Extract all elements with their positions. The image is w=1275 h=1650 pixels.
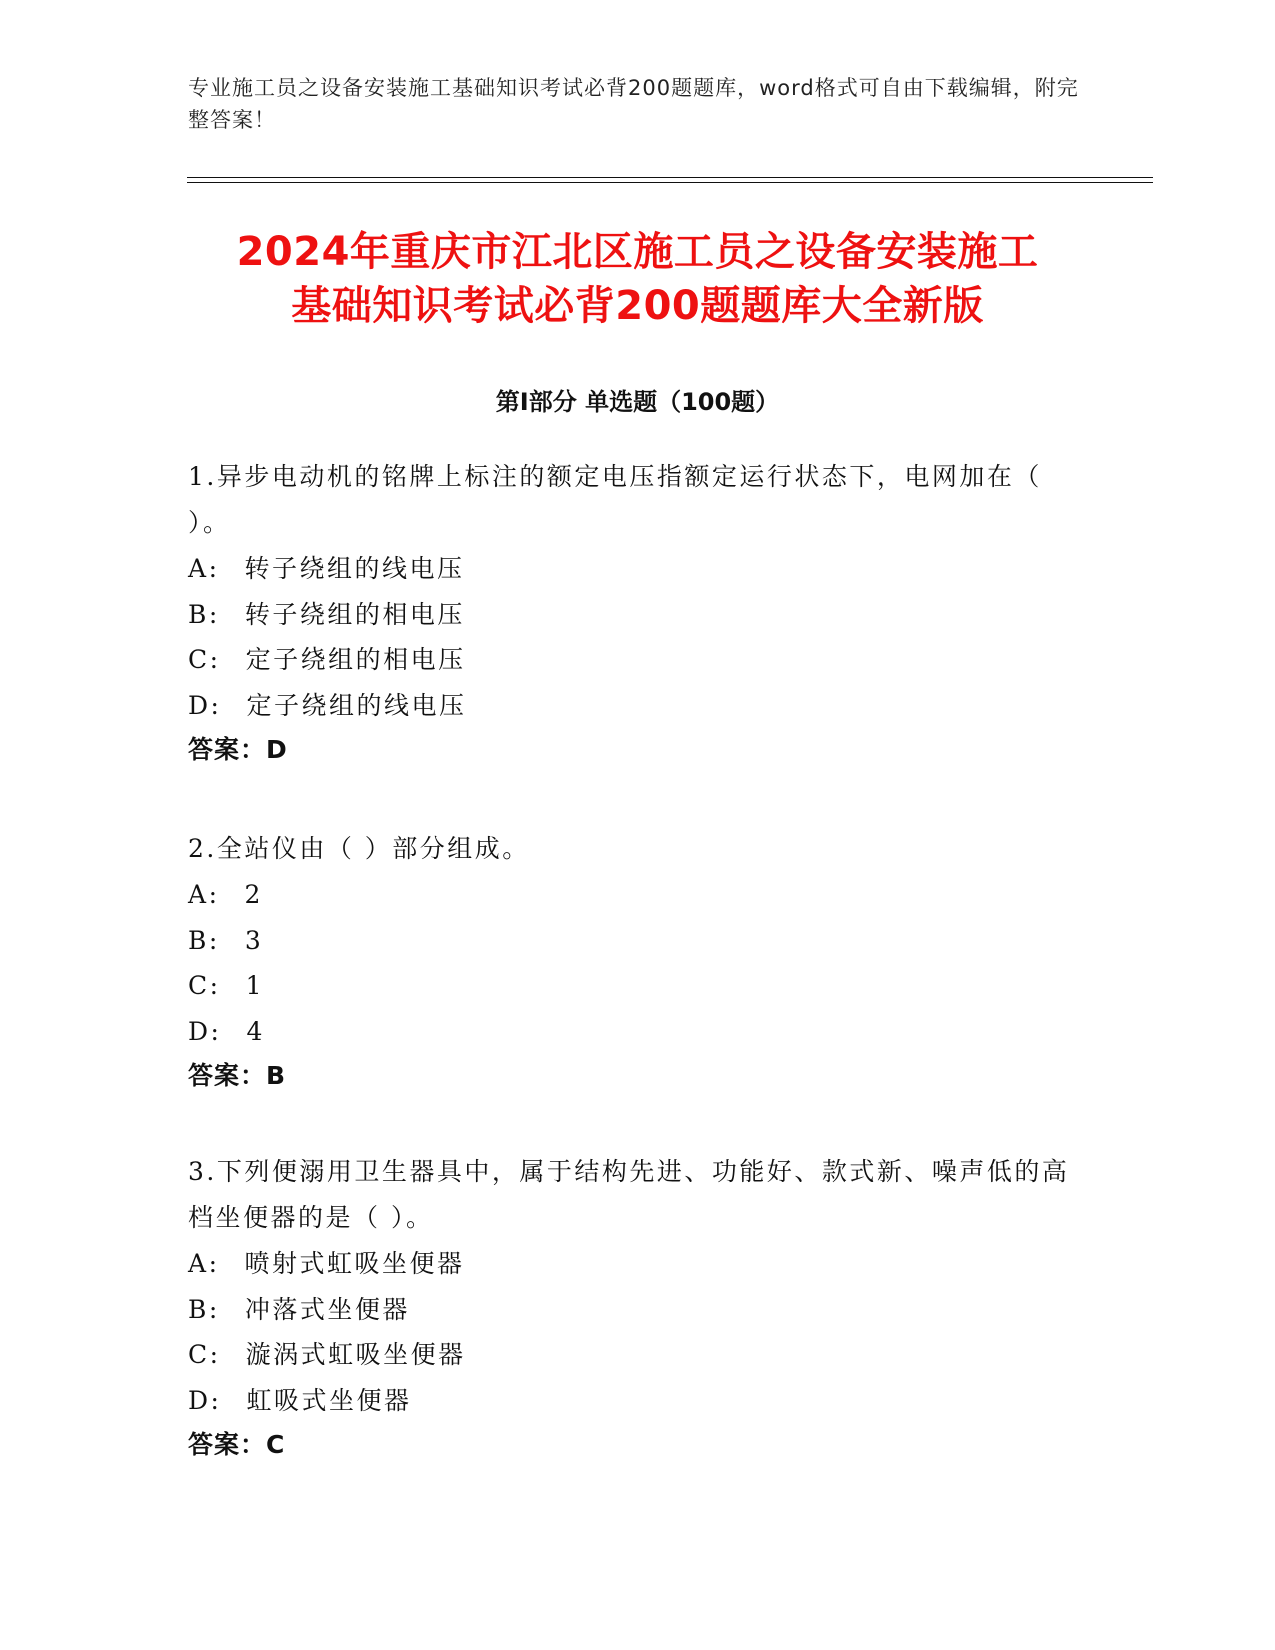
option-letter: B: [188, 599, 209, 629]
option-text: 虹吸式坐便器: [246, 1385, 412, 1415]
option-text: 定子绕组的相电压: [245, 645, 466, 674]
option-separator: :: [210, 690, 222, 720]
option-text: 喷射式虹吸坐便器: [244, 1249, 465, 1278]
option-separator: :: [209, 1340, 221, 1369]
option-letter: C: [188, 645, 210, 674]
option-letter: A: [188, 1249, 209, 1278]
option-separator: :: [209, 971, 221, 1000]
question-2: [188, 826, 1088, 1098]
option-text: 转子绕组的线电压: [244, 554, 465, 583]
question-stem: 2.全站仪由（ ）部分组成。: [188, 834, 530, 863]
option-separator: :: [209, 645, 221, 674]
document-header: 专业施工员之设备安装施工基础知识考试必背200题题库，word格式可自由下载编辑，附完整答案！: [188, 76, 1079, 132]
option-text: 2: [244, 880, 263, 909]
option-d: [188, 683, 1088, 729]
answer-line: 答案：B: [188, 1061, 287, 1090]
question-stem: 3.下列便溺用卫生器具中，属于结构先进、功能好、款式新、噪声低的高档坐便器的是（ ）。: [188, 1157, 1070, 1232]
option-separator: :: [210, 1016, 222, 1046]
header-rule-bottom: [187, 182, 1153, 183]
option-letter: C: [188, 1340, 210, 1369]
option-a: [188, 872, 1088, 918]
option-b: [188, 1287, 1088, 1333]
answer-line: 答案：C: [188, 1430, 286, 1459]
answer-line: 答案：D: [188, 735, 288, 764]
option-separator: :: [208, 1249, 220, 1278]
question-stem: 1.异步电动机的铭牌上标注的额定电压指额定运行状态下，电网加在（ ）。: [188, 462, 1042, 537]
option-text: 4: [246, 1016, 265, 1046]
option-c: [188, 637, 1088, 683]
option-letter: B: [188, 1294, 209, 1324]
section-heading: 第Ⅰ部分 单选题（100题）: [495, 388, 780, 416]
header-rule-top: [187, 177, 1153, 178]
option-text: 1: [245, 971, 264, 1000]
option-letter: D: [188, 1016, 211, 1046]
document-title: [150, 225, 1125, 333]
option-separator: :: [208, 880, 220, 909]
option-letter: A: [188, 554, 209, 583]
title-line-1: 2024年重庆市江北区施工员之设备安装施工: [236, 229, 1039, 275]
option-letter: D: [188, 1385, 211, 1415]
option-a: [188, 1241, 1088, 1287]
option-b: [188, 918, 1088, 964]
question-3: [188, 1149, 1088, 1467]
option-c: [188, 963, 1088, 1009]
option-d: [188, 1009, 1088, 1055]
option-a: [188, 546, 1088, 592]
option-separator: :: [208, 599, 220, 629]
option-c: [188, 1332, 1088, 1378]
option-letter: A: [188, 880, 209, 909]
option-separator: :: [210, 1385, 222, 1415]
option-text: 漩涡式虹吸坐便器: [245, 1340, 466, 1369]
option-separator: :: [208, 554, 220, 583]
option-letter: B: [188, 925, 209, 955]
option-letter: C: [188, 971, 210, 1000]
option-separator: :: [208, 1294, 220, 1324]
option-separator: :: [208, 925, 220, 955]
question-1: [188, 454, 1088, 772]
option-letter: D: [188, 690, 211, 720]
title-line-2: 基础知识考试必背200题题库大全新版: [291, 283, 984, 329]
option-text: 3: [244, 925, 264, 955]
option-text: 定子绕组的线电压: [246, 690, 467, 720]
option-b: [188, 592, 1088, 638]
option-d: [188, 1378, 1088, 1424]
option-text: 转子绕组的相电压: [244, 599, 465, 629]
option-text: 冲落式坐便器: [244, 1294, 410, 1324]
